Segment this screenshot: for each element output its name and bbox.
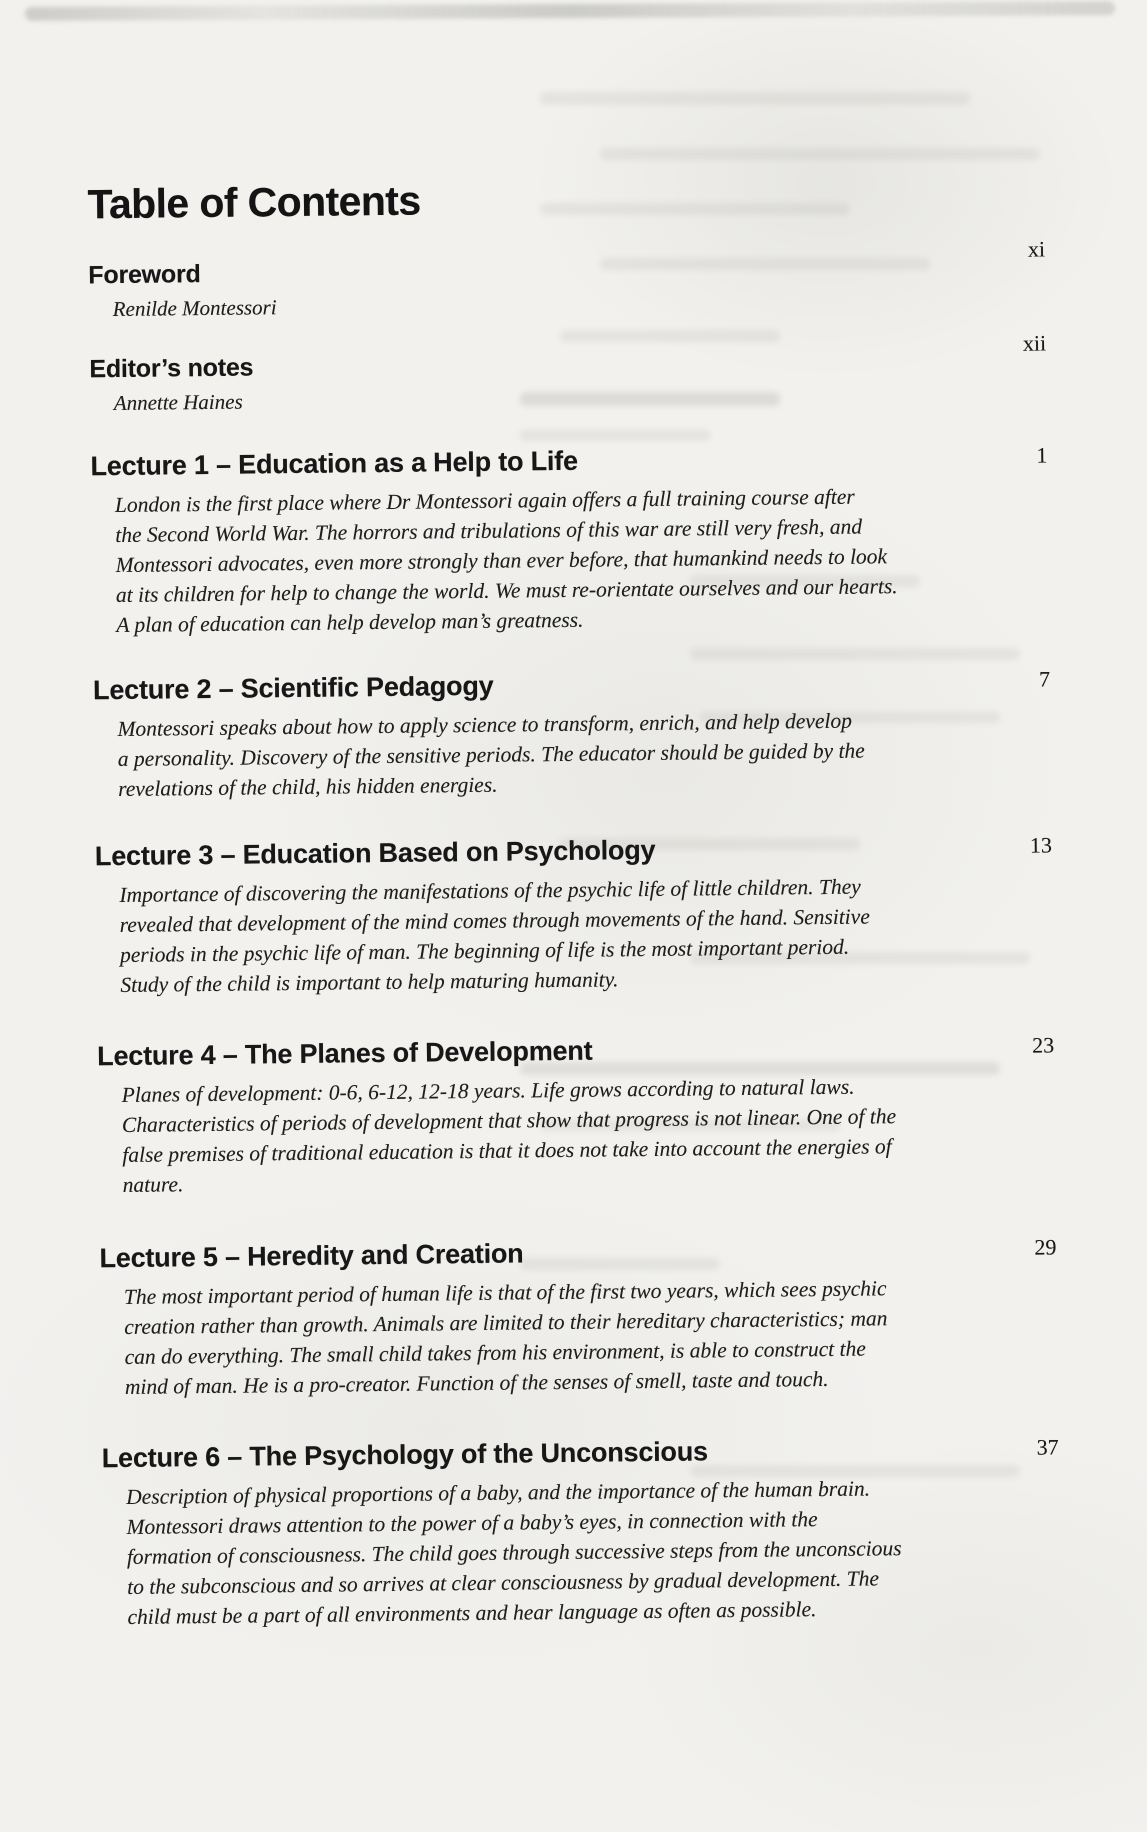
toc-entry-lecture-3: [95, 830, 1054, 1000]
entry-page-number: 23: [1031, 1032, 1055, 1058]
page-title: Table of Contents: [87, 177, 421, 228]
entry-page-number: 37: [1036, 1434, 1059, 1460]
entry-description: London is the first place where Dr Montessori again offers a full training course after the Second World War. The horrors and tribulations of this war are still very fresh, and Montessori advocates, even more strongly than ever before, that humankind needs to look at its children for help to change the world. We must re-orientate ourselves and our hearts. A plan of education can help develop man’s greatness.: [114, 484, 898, 638]
entry-heading: Editor’s notes: [89, 353, 254, 384]
entry-heading: Lecture 4 – The Planes of Development: [97, 1035, 593, 1072]
entry-heading: Lecture 6 – The Psychology of the Unconscious: [101, 1436, 709, 1474]
entry-heading: Lecture 5 – Heredity and Creation: [99, 1238, 524, 1274]
toc-entry-foreword: [88, 236, 1046, 322]
toc-entry-editors-notes: [89, 330, 1047, 416]
entry-author: Renilde Montessori: [112, 295, 277, 322]
toc-entry-lecture-5: [99, 1232, 1058, 1402]
toc-entry-lecture-6: [102, 1432, 1061, 1632]
entry-heading: Lecture 1 – Education as a Help to Life: [90, 445, 578, 482]
toc-entry-lecture-2: [93, 664, 1051, 804]
toc-entry-lecture-4: [97, 1030, 1056, 1200]
entry-page-number: xii: [1022, 330, 1047, 356]
entry-description: Montessori speaks about how to apply science to transform, enrich, and help develop a personality. Discovery of the sensitive periods. The educator should be guided by the revelations of the child, his hidden energies.: [117, 708, 865, 802]
entry-heading: Lecture 2 – Scientific Pedagogy: [92, 670, 494, 706]
toc-entry-lecture-1: [90, 440, 1049, 640]
entry-author: Annette Haines: [113, 389, 243, 416]
entry-page-number: 7: [1038, 666, 1051, 692]
entry-page-number: 13: [1029, 832, 1053, 858]
entry-description: Description of physical proportions of a baby, and the importance of the human brain. Montessori draws attention to the power of a baby’s eyes, in connection with the formation of consciousness. The child goes through successive steps from the unconscious to the subconscious and so arrives at clear consciousness by gradual development. The child must be a part of all environments and hear language as often as possible.: [126, 1476, 902, 1629]
entry-description: Planes of development: 0-6, 6-12, 12-18 years. Life grows according to natural laws. Characteristics of periods of development that show that progress is not linear. One of the false premises of traditional education is that it does not take into account the energies of nature.: [121, 1074, 897, 1197]
entry-description: The most important period of human life is that of the first two years, which sees psychic creation rather than growth. Animals are limited to their hereditary characteristics; man can do everything. The small child takes from his environment, is able to construct the mind of man. He is a pro-creator. Function of the senses of smell, taste and touch.: [123, 1276, 888, 1399]
entry-page-number: xi: [1027, 236, 1046, 262]
entry-description: Importance of discovering the manifestations of the psychic life of little children. They revealed that development of the mind comes through movements of the hand. Sensitive periods in the psychic life of man. The beginning of life is the most important period. Study of the child is important to help maturing humanity.: [119, 874, 870, 997]
entry-page-number: 1: [1036, 442, 1048, 468]
entry-page-number: 29: [1034, 1234, 1057, 1260]
entry-heading: Lecture 3 – Education Based on Psychology: [94, 834, 656, 872]
entry-heading: Foreword: [88, 260, 201, 290]
